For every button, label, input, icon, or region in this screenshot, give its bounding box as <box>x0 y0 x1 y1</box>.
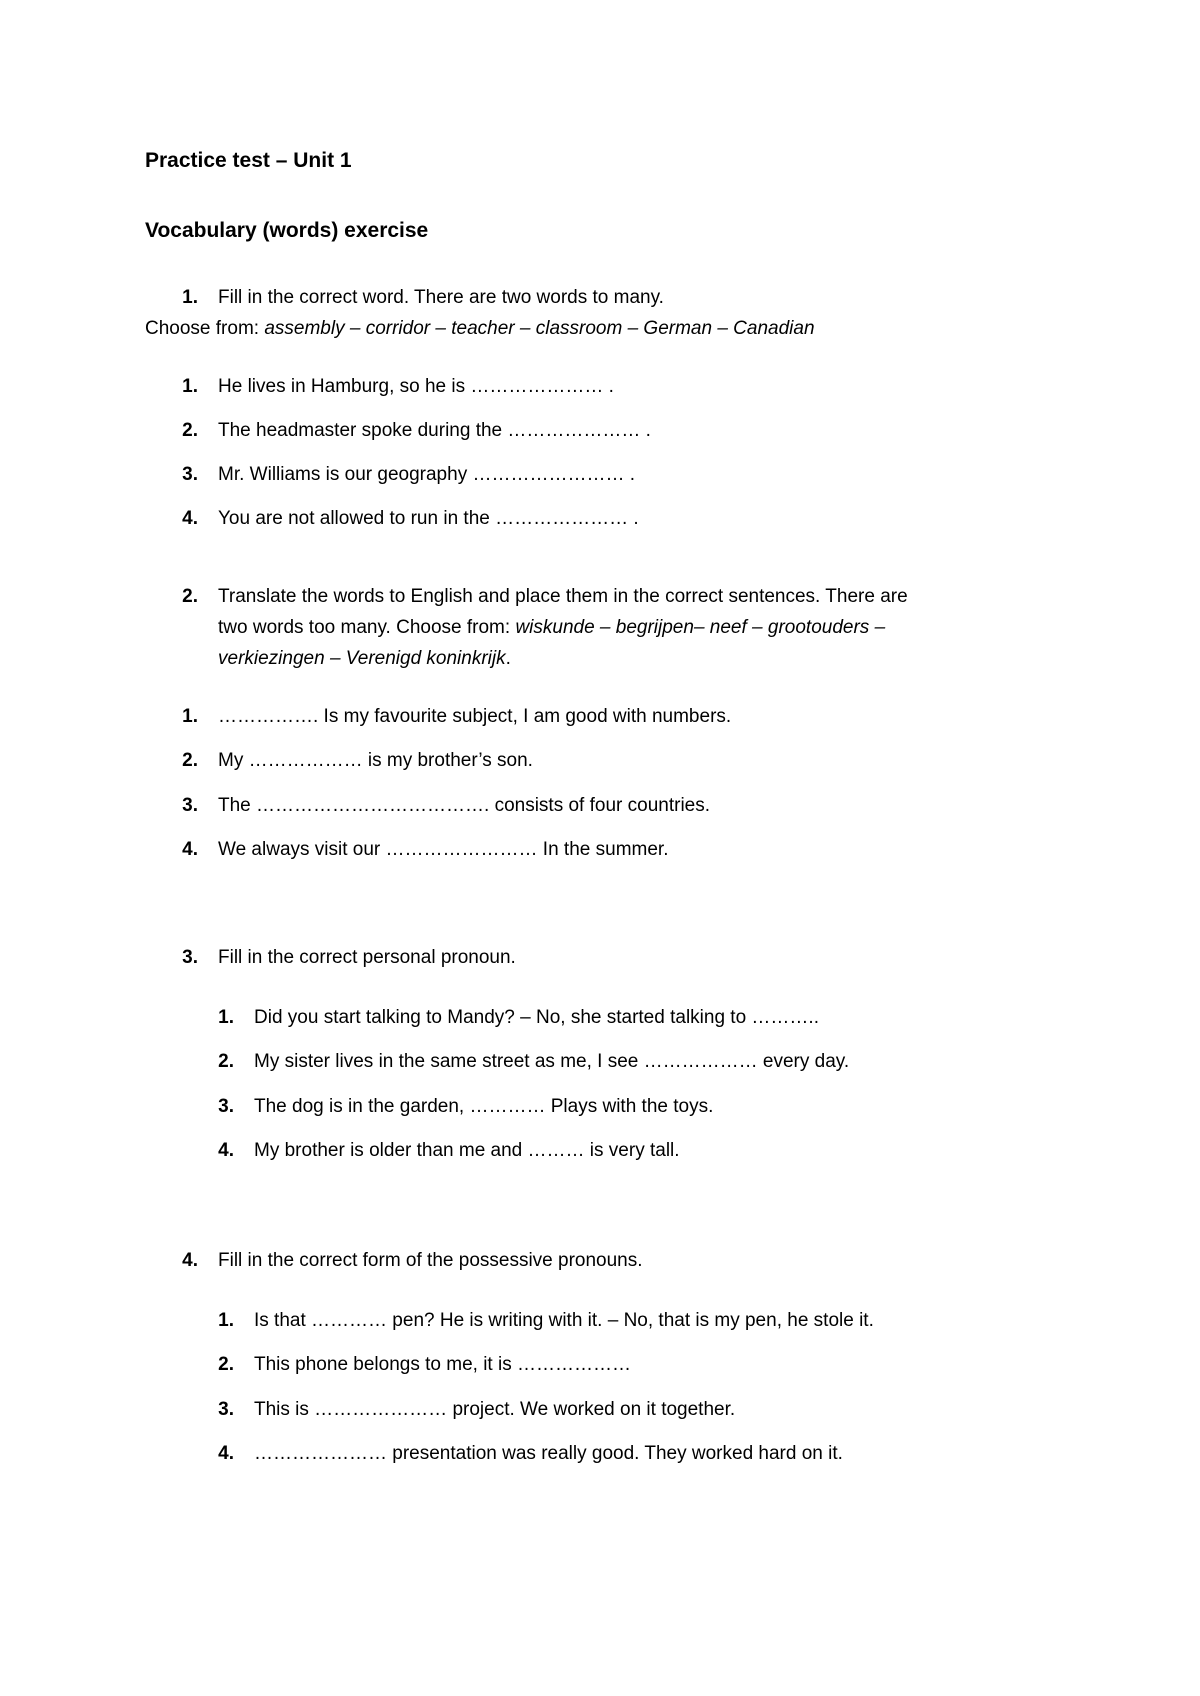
item-number: 1. <box>218 1007 234 1028</box>
exercise-number: 4. <box>182 1250 198 1271</box>
item-number: 4. <box>218 1140 234 1161</box>
page-title: Practice test – Unit 1 <box>145 149 352 172</box>
item-text: You are not allowed to run in the ………………… . <box>218 508 639 529</box>
item-number: 3. <box>182 795 198 816</box>
exercise-instruction: Fill in the correct word. There are two words to many. <box>218 287 664 308</box>
item-text: My ……………… is my brother’s son. <box>218 750 533 771</box>
item-text: We always visit our …………………… In the summer. <box>218 839 669 860</box>
item-number: 2. <box>182 420 198 441</box>
exercise-instruction: Translate the words to English and place them in the correct sentences. There are <box>218 586 908 607</box>
word-bank <box>145 316 815 342</box>
item-text: The headmaster spoke during the ………………… . <box>218 420 651 441</box>
instruction-text: two words too many. Choose from: <box>218 617 516 638</box>
item-number: 4. <box>182 839 198 860</box>
item-text: This is ………………… project. We worked on it together. <box>254 1399 736 1420</box>
item-text: The ………………………………. consists of four countries. <box>218 795 711 816</box>
item-text: ……………. Is my favourite subject, I am good with numbers. <box>218 706 732 727</box>
item-number: 2. <box>182 750 198 771</box>
item-text: He lives in Hamburg, so he is ………………… . <box>218 376 614 397</box>
word-bank-words: assembly – corridor – teacher – classroom – German – Canadian <box>264 318 815 339</box>
exercise-number: 2. <box>182 586 198 607</box>
item-text: My brother is older than me and ……… is very tall. <box>254 1140 680 1161</box>
item-text: ………………… presentation was really good. They worked hard on it. <box>254 1443 843 1464</box>
item-text: Did you start talking to Mandy? – No, she started talking to ……….. <box>254 1007 819 1028</box>
word-bank-words: wiskunde – begrijpen– neef – grootouders – <box>515 617 886 638</box>
item-number: 1. <box>218 1310 234 1331</box>
exercise-instruction: Fill in the correct form of the possessive pronouns. <box>218 1250 643 1271</box>
item-text: This phone belongs to me, it is ……………… <box>254 1354 631 1375</box>
section-heading: Vocabulary (words) exercise <box>145 219 429 242</box>
item-text: My sister lives in the same street as me, I see ……………… every day. <box>254 1051 850 1072</box>
item-text: Mr. Williams is our geography …………………… . <box>218 464 636 485</box>
item-number: 3. <box>218 1096 234 1117</box>
exercise-instruction-line <box>218 646 511 672</box>
word-bank-words: verkiezingen – Verenigd koninkrijk <box>218 648 506 669</box>
exercise-instruction: Fill in the correct personal pronoun. <box>218 947 516 968</box>
item-number: 2. <box>218 1354 234 1375</box>
item-number: 1. <box>182 376 198 397</box>
item-number: 2. <box>218 1051 234 1072</box>
exercise-number: 3. <box>182 947 198 968</box>
item-number: 1. <box>182 706 198 727</box>
item-number: 4. <box>182 508 198 529</box>
item-text: The dog is in the garden, ………… Plays with the toys. <box>254 1096 714 1117</box>
item-text: Is that ………… pen? He is writing with it. – No, that is my pen, he stole it. <box>254 1310 874 1331</box>
exercise-number: 1. <box>182 287 198 308</box>
item-number: 4. <box>218 1443 234 1464</box>
exercise-instruction-line <box>218 615 885 641</box>
word-bank-label: Choose from: <box>145 318 265 339</box>
item-number: 3. <box>182 464 198 485</box>
instruction-text: . <box>505 648 511 669</box>
item-number: 3. <box>218 1399 234 1420</box>
